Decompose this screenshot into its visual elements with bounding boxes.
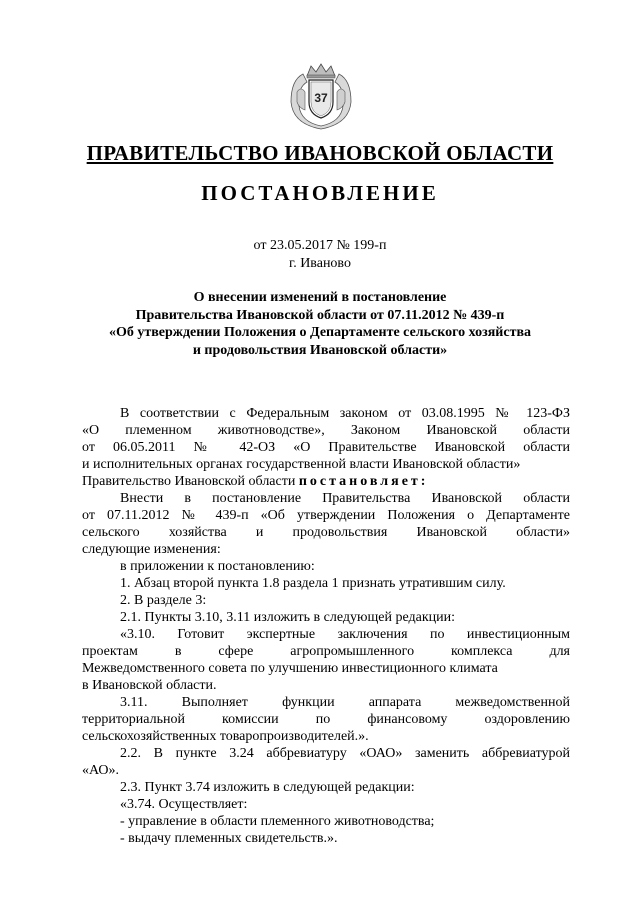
body-line: в Ивановской области. bbox=[82, 678, 217, 693]
body-line: Межведомственного совета по улучшению инвестиционного климата bbox=[82, 661, 498, 676]
body-line: следующие изменения: bbox=[82, 542, 221, 557]
body-line: территориальной комиссии по финансовому оздоровлению bbox=[82, 712, 570, 727]
date-number-line: от 23.05.2017 № 199-п bbox=[253, 238, 387, 253]
body-line: «3.10. Готовит экспертные заключения по инвестиционным bbox=[120, 627, 570, 642]
emblem-number: 37 bbox=[314, 91, 328, 105]
body-line: В соответствии с Федеральным законом от 03.08.1995 № 123-ФЗ bbox=[120, 406, 570, 421]
document-type-heading: ПОСТАНОВЛЕНИЕ bbox=[201, 181, 439, 205]
body-line: от 07.11.2012 № 439-п «Об утверждении Положения о Департаменте bbox=[82, 508, 570, 523]
body-line: 2. В разделе 3: bbox=[120, 593, 207, 608]
title-line: «Об утверждении Положения о Департаменте сельского хозяйства bbox=[108, 325, 532, 340]
body-line: - выдачу племенных свидетельств.». bbox=[120, 831, 338, 846]
coat-of-arms-icon bbox=[287, 62, 355, 130]
body-line: в приложении к постановлению: bbox=[120, 559, 315, 574]
title-line: и продовольствия Ивановской области» bbox=[192, 342, 448, 358]
body-line: «АО». bbox=[82, 763, 120, 778]
body-line bbox=[82, 473, 570, 491]
body-line: от 06.05.2011 № 42-ОЗ «О Правительстве Ивановской области bbox=[82, 440, 570, 455]
body-line: 2.3. Пункт 3.74 изложить в следующей редакции: bbox=[120, 780, 415, 795]
body-line: сельскохозяйственных товаропроизводителей.». bbox=[82, 729, 369, 744]
decree-verb: постановляет: bbox=[298, 474, 429, 489]
body-text: Правительство Ивановской области bbox=[82, 474, 299, 489]
title-line: Правительства Ивановской области от 07.11.2012 № 439-п bbox=[135, 307, 505, 323]
title-line: О внесении изменений в постановление bbox=[193, 290, 447, 305]
body-line: «О племенном животноводстве», Законом Ивановской области bbox=[82, 423, 570, 438]
body-line: - управление в области племенного животноводства; bbox=[120, 814, 435, 829]
body-line: сельского хозяйства и продовольствия Ивановской области» bbox=[82, 525, 570, 540]
body-line: Внести в постановление Правительства Ивановской области bbox=[120, 491, 570, 506]
body-line: 1. Абзац второй пункта 1.8 раздела 1 признать утратившим силу. bbox=[120, 576, 506, 591]
body-line: 2.1. Пункты 3.10, 3.11 изложить в следующей редакции: bbox=[120, 610, 455, 625]
body-line: проектам в сфере агропромышленного комплекса для bbox=[82, 644, 570, 659]
city-line: г. Иваново bbox=[289, 256, 351, 271]
body-line: 2.2. В пункте 3.24 аббревиатуру «ОАО» заменить аббревиатурой bbox=[120, 746, 570, 761]
body-line: и исполнительных органах государственной власти Ивановской области» bbox=[82, 457, 521, 472]
body-line: 3.11. Выполняет функции аппарата межведомственной bbox=[120, 695, 570, 710]
government-heading: ПРАВИТЕЛЬСТВО ИВАНОВСКОЙ ОБЛАСТИ bbox=[86, 141, 554, 165]
body-line: «3.74. Осуществляет: bbox=[120, 797, 248, 812]
document-title bbox=[70, 289, 570, 359]
